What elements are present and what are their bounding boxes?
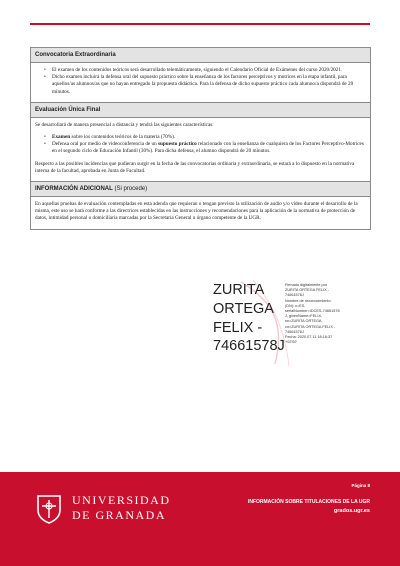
item-text: relacionado con la enseñanza de cualquiera de los Factores Perceptivo-Motrices en el segundo ciclo de Educación Infantil (30%). Para dicha defensa, el alumno dispondrá de 20 minutos. xyxy=(52,141,364,155)
evaluacion-intro: Se desarrollará de manera presencial a distancia y tendrá las siguientes características: xyxy=(35,121,214,128)
section-heading-info xyxy=(31,182,370,197)
signer-name-line: ORTEGA xyxy=(213,300,274,317)
signer-name-line: FELIX - xyxy=(213,319,263,336)
university-crest-icon xyxy=(36,494,62,524)
item-keyword: supuesto práctico xyxy=(158,141,197,148)
signature-detail-line: J, givenName=FELIX, xyxy=(285,314,323,319)
signature-detail-line: cn=ZURITA ORTEGA FELIX - xyxy=(285,324,336,329)
signer-name-line: 74661578J xyxy=(213,338,285,355)
university-name-line: DE GRANADA xyxy=(72,508,166,522)
header-rule xyxy=(30,23,370,25)
item-text: Defensa oral por medio de videoconferencia de un xyxy=(52,141,159,148)
signature-detail-line: Nombre de reconocimiento xyxy=(285,298,331,303)
signature-details xyxy=(285,283,355,345)
list-item: • Dicho examen incluirá la defensa oral del supuesto práctico sobre la enseñanza de los factores perceptivos y motrices en la etapa infantil, para aquellos/as alumnos/as que no hayan entregado la propuesta didáctica. Para la defensa de dicho supuesto práctico cada alumno/a dispondrá de 20 minutos. xyxy=(35,74,364,96)
footer-url-link[interactable]: grados.ugr.es xyxy=(333,508,370,514)
signature-detail-line: ZURITA ORTEGA FELIX - xyxy=(285,288,329,293)
list-item xyxy=(35,141,364,155)
signature-detail-line: serialNumber=IDCES-74661578 xyxy=(285,309,340,314)
info-heading-label: INFORMACIÓN ADICIONAL xyxy=(35,186,113,193)
list-item: • El examen de los contenidos teóricos será desarrollado telemáticamente, siguiendo el Calendario Oficial de Exámenes del curso 2020/2021. xyxy=(35,67,364,74)
page-footer xyxy=(0,472,400,566)
signature-detail-line: Firmado digitalmente por xyxy=(285,283,327,287)
item-text: sobre los contenidos teóricos de la materia (70%). xyxy=(70,134,176,141)
section-body-info xyxy=(31,197,370,229)
section-body-evaluacion xyxy=(31,118,370,182)
page-number: Página 8 xyxy=(351,483,370,488)
info-paragraph: En aquellas pruebas de evaluación contempladas en esta adenda que requieran o tengan previsto la utilización de audio y/o vídeo durante el desarrollo de la misma, este uso se hará conforme a las directrices establecidas en las instrucciones y recomendaciones para la aplicación de la normativa de protección de datos, intimidad personal o domiciliaria marcadas por la Secretaría General u órgano competente de la UGR. xyxy=(35,201,358,222)
section-heading-convocatoria: Convocatoria Extraordinaria xyxy=(31,48,370,63)
university-name-line: UNIVERSIDAD xyxy=(72,493,171,507)
section-heading-evaluacion: Evaluación Única Final xyxy=(31,103,370,118)
signature-detail-line: Fecha: 2020.07.11 18:16:37 xyxy=(285,335,333,340)
signer-name-line: ZURITA xyxy=(213,282,265,298)
signature-detail-line: 74661578J xyxy=(285,329,304,334)
evaluacion-note: Respecto a las posibles incidencias que pudieran surgir en la fecha de las convocatorias ordinaria y extraordinaria, se estará a lo dispuesto en la normativa interna de la facultad, aprobada en Junta de Facultad. xyxy=(35,160,355,174)
footer-info-label: INFORMACIÓN SOBRE TITULACIONES DE LA UGR xyxy=(247,499,370,505)
signature-detail-line: sn=ZURITA ORTEGA, xyxy=(285,319,323,324)
section-body-convocatoria xyxy=(31,63,370,103)
signature-detail-line: (DN): c=ES, xyxy=(285,303,306,308)
signature-detail-line: 74661578J xyxy=(285,293,304,298)
signer-name xyxy=(213,281,285,356)
signature-detail-line: +02'00' xyxy=(285,340,298,345)
adenda-table xyxy=(30,47,371,230)
info-heading-suffix: (Si procede) xyxy=(112,186,148,193)
item-keyword: Examen xyxy=(52,134,71,141)
